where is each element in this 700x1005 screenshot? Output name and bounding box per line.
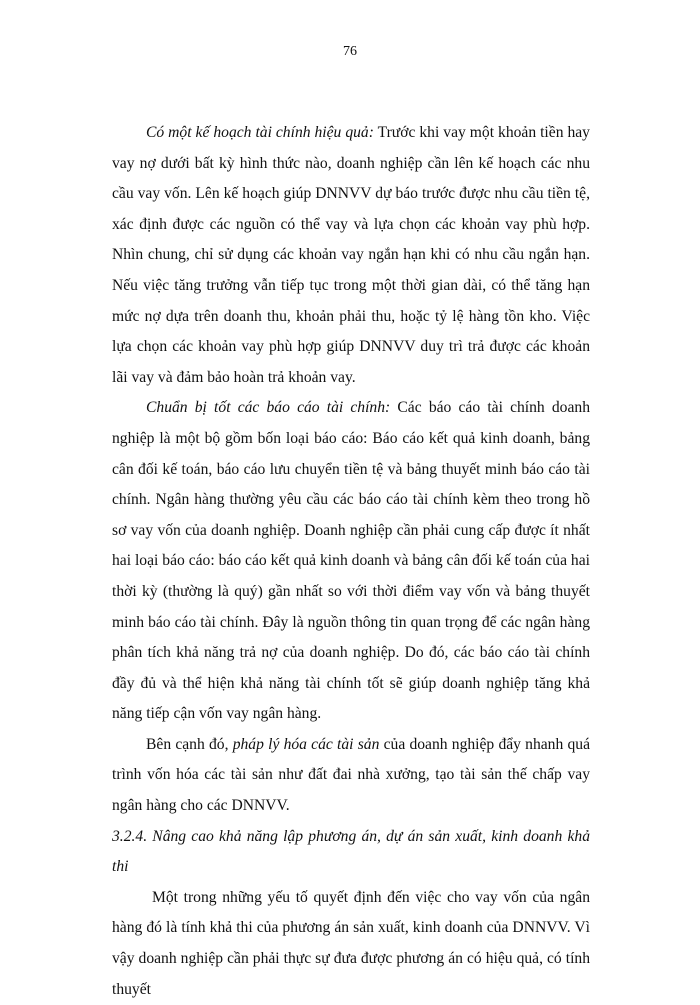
paragraph-lead-italic: Có một kế hoạch tài chính hiệu quả: bbox=[146, 124, 374, 141]
paragraph-text: Bên cạnh đó, bbox=[146, 735, 233, 753]
paragraph-lead-italic: Chuẩn bị tốt các báo cáo tài chính: bbox=[146, 399, 391, 417]
page-number: 76 bbox=[343, 44, 357, 59]
section-heading: 3.2.4. Nâng cao khả năng lập phương án, dự án sản xuất, kinh doanh khả thi bbox=[112, 827, 590, 876]
paragraph-asset-legalization bbox=[112, 730, 590, 822]
paragraph-emphasis-italic: pháp lý hóa các tài sản bbox=[232, 735, 380, 753]
paragraph-text: của doanh nghiệp đẩy nhanh quá trình vốn hóa các tài sản như đất đai nhà xưởng, tạo tài sản thế chấp vay ngân hàng cho các DNNVV. bbox=[112, 735, 591, 815]
paragraph-text: Các báo cáo tài chính doanh nghiệp là một bộ gồm bốn loại báo cáo: Báo cáo kết quả kinh doanh, bảng cân đối kế toán, báo cáo lưu chuyển tiền tệ và bảng thuyết minh báo cáo tài chính. Ngân hàng thường yêu cầu các báo cáo tài chính kèm theo trong hồ sơ vay vốn của doanh nghiệp. Doanh nghiệp cần phải cung cấp được ít nhất hai loại báo cáo: báo cáo kết quả kinh doanh và bảng cân đối kế toán của hai thời kỳ (thường là quý) gần nhất so với thời điểm vay vốn và bảng thuyết minh báo cáo tài chính. Đây là nguồn thông tin quan trọng để các ngân hàng phân tích khả năng trả nợ của doanh nghiệp. Do đó, các báo cáo tài chính đầy đủ và thể hiện khả năng tài chính tốt sẽ giúp doanh nghiệp tăng khả năng tiếp cận vốn vay ngân hàng. bbox=[112, 399, 590, 723]
paragraph-feasibility: Một trong những yếu tố quyết định đến việc cho vay vốn của ngân hàng đó là tính khả thi của phương án sản xuất, kinh doanh của DNNVV. Vì vậy doanh nghiệp cần phải thực sự đưa được phương án có hiệu quả, có tính thuyết bbox=[112, 888, 590, 998]
paragraph-financial-reports bbox=[112, 393, 590, 730]
page-body bbox=[112, 118, 590, 1005]
paragraph-text: Trước khi vay một khoản tiền hay vay nợ dưới bất kỳ hình thức nào, doanh nghiệp cần lên kế hoạch các nhu cầu vay vốn. Lên kế hoạch giúp DNNVV dự báo trước được nhu cầu tiền tệ, xác định được các nguồn có thể vay và lựa chọn các khoản vay phù hợp. Nhìn chung, chỉ sử dụng các khoản vay ngắn hạn khi có nhu cầu ngắn hạn. Nếu việc tăng trưởng vẫn tiếp tục trong một thời gian dài, có thể tăng hạn mức nợ dựa trên doanh thu, khoản phải thu, hoặc tỷ lệ hàng tồn kho. Việc lựa chọn các khoản vay phù hợp giúp DNNVV duy trì trả được các khoản lãi vay và đảm bảo hoàn trả khoản vay. bbox=[112, 124, 590, 386]
paragraph-financial-plan bbox=[112, 118, 590, 393]
